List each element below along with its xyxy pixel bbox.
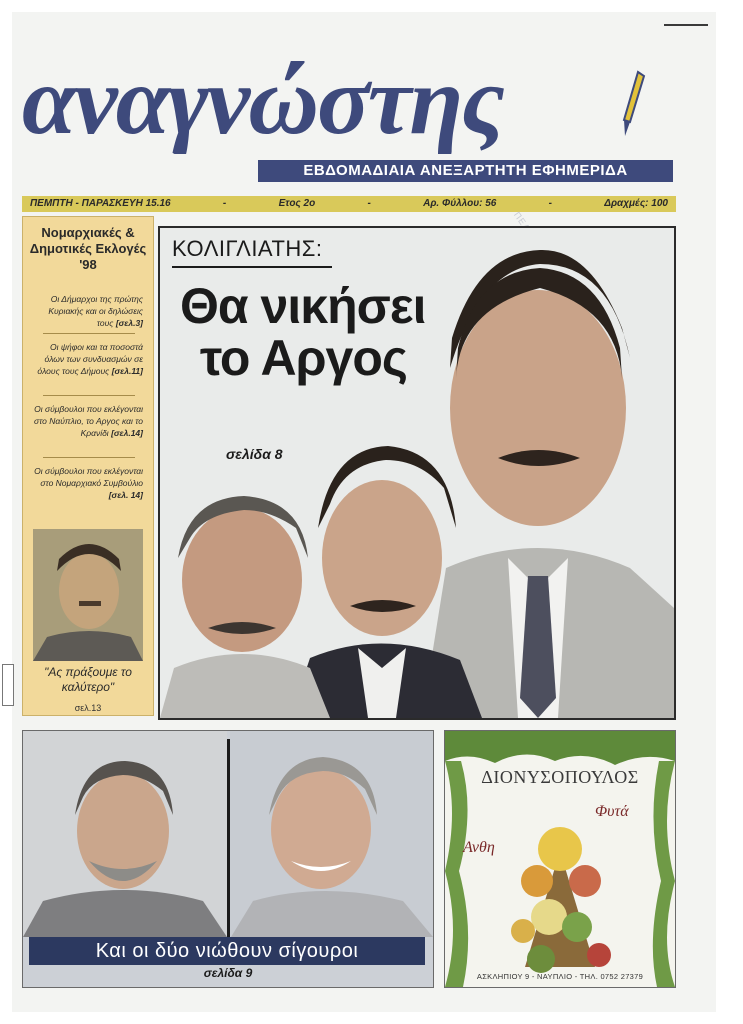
advertisement-address: ΑΣΚΛΗΠΙΟΥ 9 - ΝΑΥΠΛΙΟ - ΤΗΛ. 0752 27379 bbox=[476, 972, 644, 981]
masthead-title: αναγνώστης bbox=[22, 47, 503, 155]
lead-story[interactable] bbox=[158, 226, 676, 720]
second-story[interactable] bbox=[22, 730, 434, 988]
advertisement-line-plants: Φυτά bbox=[595, 803, 629, 820]
issue-days: ΠΕΜΠΤΗ - ΠΑΡΑΣΚΕΥΗ 15.16 bbox=[30, 198, 171, 209]
issue-year: Ετος 2ο bbox=[278, 198, 316, 209]
sidebar-item[interactable] bbox=[31, 465, 143, 501]
photo-divider bbox=[227, 739, 230, 959]
issue-price: Δραχμές: 100 bbox=[604, 198, 668, 209]
sidebar-quote-page: σελ.13 bbox=[74, 703, 102, 713]
sidebar-item[interactable] bbox=[31, 341, 143, 377]
issue-separator: - bbox=[548, 198, 552, 209]
sidebar-quote: "Ας πράξουμε το καλύτερο" bbox=[44, 665, 132, 694]
scan-margin-mark bbox=[2, 664, 14, 706]
second-story-page-ref[interactable]: σελίδα 9 bbox=[203, 966, 253, 980]
lead-page-ref[interactable]: σελίδα 8 bbox=[226, 446, 283, 462]
sidebar-item[interactable] bbox=[31, 293, 143, 329]
fountain-pen-icon bbox=[620, 70, 646, 140]
sidebar-item-text: Οι σύμβουλοι που εκλέγονται στο Νομαρχιακό Συμβούλιο bbox=[34, 466, 143, 488]
sidebar-portrait-photo bbox=[33, 529, 143, 661]
advertisement-line-flowers: Ανθη bbox=[463, 839, 495, 856]
sidebar-divider bbox=[43, 395, 135, 396]
issue-number: Αρ. Φύλλου: 56 bbox=[423, 198, 497, 209]
sidebar-item-ref: [σελ. 14] bbox=[108, 490, 143, 500]
florist-advertisement[interactable] bbox=[444, 730, 676, 988]
scan-corner-mark bbox=[664, 24, 708, 26]
sidebar-item-text: Οι Δήμαρχοι της πρώτης Κυριακής και οι δηλώσεις τους bbox=[48, 294, 143, 328]
issue-info-strip bbox=[22, 196, 676, 212]
sidebar-item-ref: [σελ.3] bbox=[115, 318, 143, 328]
lead-kicker: ΚΟΛΙΓΛΙΑΤΗΣ: bbox=[172, 236, 323, 261]
sidebar-divider bbox=[43, 333, 135, 334]
lead-headline-line: Θα νικήσει bbox=[180, 278, 426, 334]
second-story-caption: Και οι δύο νιώθουν σίγουροι bbox=[29, 937, 425, 965]
lead-headline-line: το Αργος bbox=[200, 330, 407, 386]
issue-separator: - bbox=[367, 198, 371, 209]
sidebar-divider bbox=[43, 457, 135, 458]
sidebar-item-ref: [σελ.14] bbox=[111, 428, 143, 438]
issue-separator: - bbox=[222, 198, 227, 209]
sidebar-elections bbox=[22, 216, 154, 716]
lead-headline bbox=[180, 280, 425, 384]
sidebar-item-ref: [σελ.11] bbox=[111, 366, 143, 376]
sidebar-item-text: Οι σύμβουλοι που εκλέγονται στο Ναύπλιο, το Αργος και το Κρανίδι bbox=[33, 404, 143, 438]
sidebar-item-text: Οι ψήφοι και τα ποσοστά όλων των συνδυασμών σε όλους τους Δήμους bbox=[37, 342, 143, 376]
sidebar-title: Νομαρχιακές & Δημοτικές Εκλογές '98 bbox=[29, 225, 147, 272]
kicker-underline bbox=[172, 266, 332, 268]
masthead-subtitle: ΕΒΔΟΜΑΔΙΑΙΑ ΑΝΕΞΑΡΤΗΤΗ ΕΦΗΜΕΡΙΔΑ bbox=[258, 160, 673, 182]
sidebar-item[interactable] bbox=[31, 403, 143, 439]
advertisement-title: ΔΙΟΝΥΣΟΠΟΥΛΟΣ bbox=[481, 767, 639, 787]
